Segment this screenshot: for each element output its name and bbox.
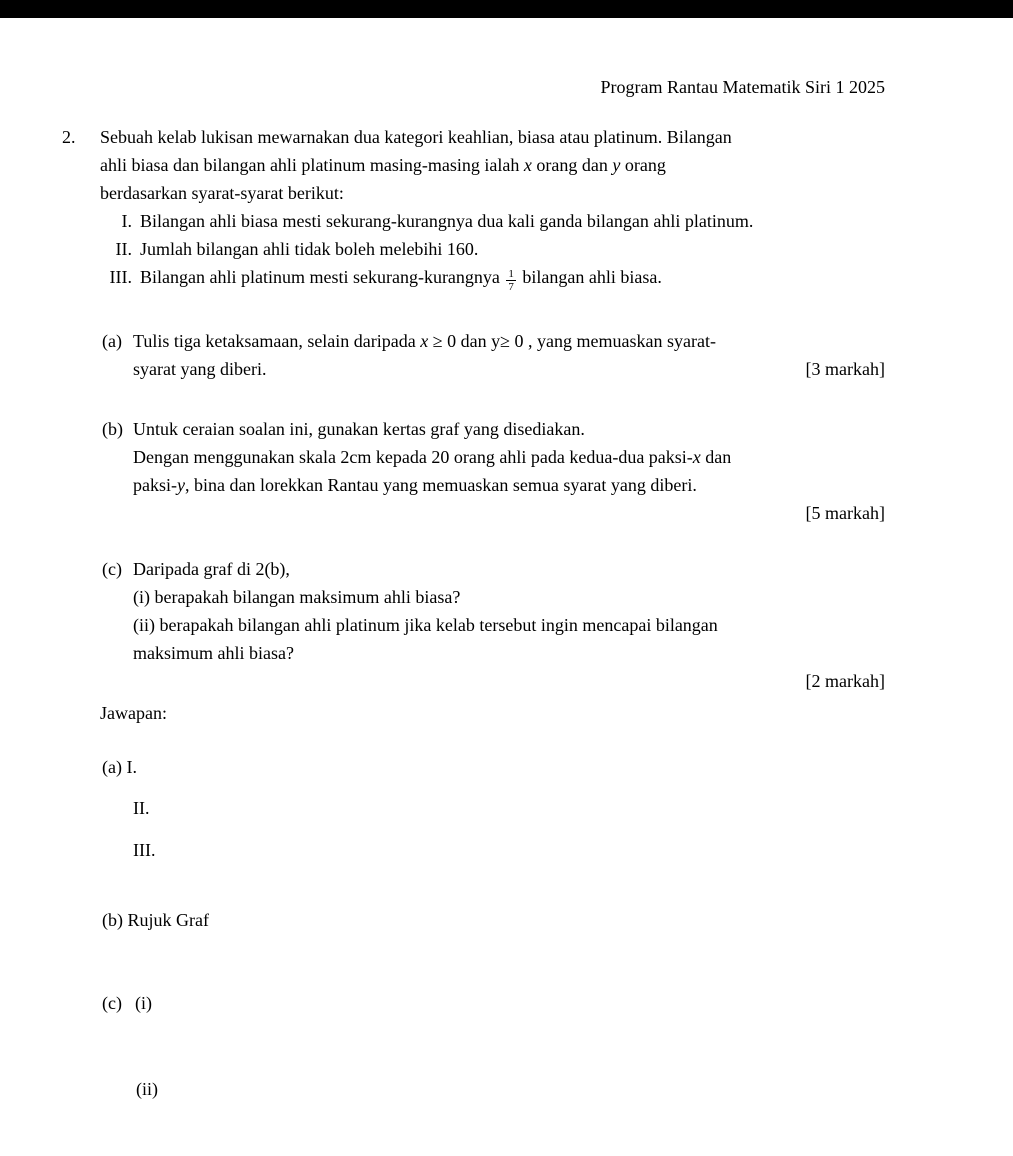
part-c-label: (c) <box>102 559 122 580</box>
part-a-line-2: syarat yang diberi. <box>133 359 267 380</box>
part-b-line-2 <box>133 443 885 471</box>
variable-x: x <box>692 447 701 468</box>
part-b-line-2-post: dan <box>700 447 732 468</box>
part-b-line-3-post: , bina dan lorekkan Rantau yang memuaskan semua syarat yang diberi. <box>185 475 697 496</box>
question-2 <box>62 123 885 1103</box>
answer-c <box>100 989 885 1017</box>
condition-III-text-pre: Bilangan ahli platinum mesti sekurang-kurangnya <box>140 267 505 287</box>
intro-line-3: berdasarkan syarat-syarat berikut: <box>100 183 344 203</box>
part-b-line-3-pre: paksi- <box>133 475 177 496</box>
part-c-line-3: (ii) berapakah bilangan ahli platinum jika kelab tersebut ingin mencapai bilangan <box>133 615 718 636</box>
part-a-body <box>133 327 885 383</box>
question-body <box>100 123 885 1103</box>
part-c <box>100 555 885 695</box>
part-b-line-3 <box>133 471 885 499</box>
answer-b: (b) Rujuk Graf <box>102 910 209 931</box>
intro-line-2 <box>100 151 885 179</box>
part-c-marks: [2 markah] <box>805 671 885 692</box>
answer-c-ii: (ii) <box>136 1079 158 1100</box>
part-a-label: (a) <box>102 331 122 352</box>
part-a-line-1-post: ≥ 0 , yang memuaskan syarat- <box>500 331 716 352</box>
part-a-line-1-mid: ≥ 0 dan <box>428 331 492 352</box>
conditions-list <box>100 207 885 293</box>
variable-x: x <box>523 155 532 175</box>
condition-II-label: II. <box>115 239 132 259</box>
answer-c-label: (c) <box>102 993 122 1014</box>
intro-line-2-pre: ahli biasa dan bilangan ahli platinum masing-masing ialah <box>100 155 524 175</box>
answer-a-ii: II. <box>133 798 150 819</box>
condition-III <box>100 263 885 293</box>
answer-a-i: (a) I. <box>102 757 137 778</box>
part-c-body <box>133 555 885 695</box>
part-b-label: (b) <box>102 419 123 440</box>
variable-x: x <box>420 331 429 352</box>
part-b-marks: [5 markah] <box>805 503 885 524</box>
intro-line-2-post: orang <box>620 155 666 175</box>
part-a-line-1-pre: Tulis tiga ketaksamaan, selain daripada <box>133 331 421 352</box>
part-a-line-1 <box>133 327 885 355</box>
part-a <box>100 327 885 383</box>
top-black-bar <box>0 0 1013 18</box>
condition-I-text: Bilangan ahli biasa mesti sekurang-kurangnya dua kali ganda bilangan ahli platinum. <box>140 211 754 231</box>
answers-heading: Jawapan: <box>100 703 167 724</box>
variable-y: y <box>612 155 621 175</box>
condition-I <box>100 207 885 235</box>
part-a-marks: [3 markah] <box>805 359 885 380</box>
part-b-line-2-pre: Dengan menggunakan skala 2cm kepada 20 orang ahli pada kedua-dua paksi- <box>133 447 693 468</box>
intro-line-1: Sebuah kelab lukisan mewarnakan dua kategori keahlian, biasa atau platinum. Bilangan <box>100 127 732 147</box>
condition-II-text: Jumlah bilangan ahli tidak boleh melebihi 160. <box>140 239 479 259</box>
part-c-line-4: maksimum ahli biasa? <box>133 643 294 664</box>
fraction-denominator: 7 <box>508 281 514 293</box>
condition-III-text-post: bilangan ahli biasa. <box>517 267 662 287</box>
condition-III-label: III. <box>109 267 132 287</box>
part-b <box>100 415 885 527</box>
condition-I-label: I. <box>121 211 132 231</box>
answer-c-i: (i) <box>134 993 152 1014</box>
variable-y: y <box>177 475 185 496</box>
part-c-line-2: (i) berapakah bilangan maksimum ahli biasa? <box>133 587 461 608</box>
part-b-line-1: Untuk ceraian soalan ini, gunakan kertas graf yang disediakan. <box>133 419 585 440</box>
part-b-body <box>133 415 885 527</box>
intro-line-2-mid: orang dan <box>531 155 613 175</box>
page-content <box>0 73 1013 1103</box>
condition-II <box>100 235 885 263</box>
part-c-line-1: Daripada graf di 2(b), <box>133 559 290 580</box>
fraction-numerator: 1 <box>508 267 514 280</box>
variable-y: y <box>491 331 501 352</box>
fraction-one-seventh <box>506 268 516 293</box>
answer-a-iii: III. <box>133 840 156 861</box>
document-title: Program Rantau Matematik Siri 1 2025 <box>600 77 885 97</box>
question-number: 2. <box>62 127 76 147</box>
condition-III-text <box>140 263 885 293</box>
